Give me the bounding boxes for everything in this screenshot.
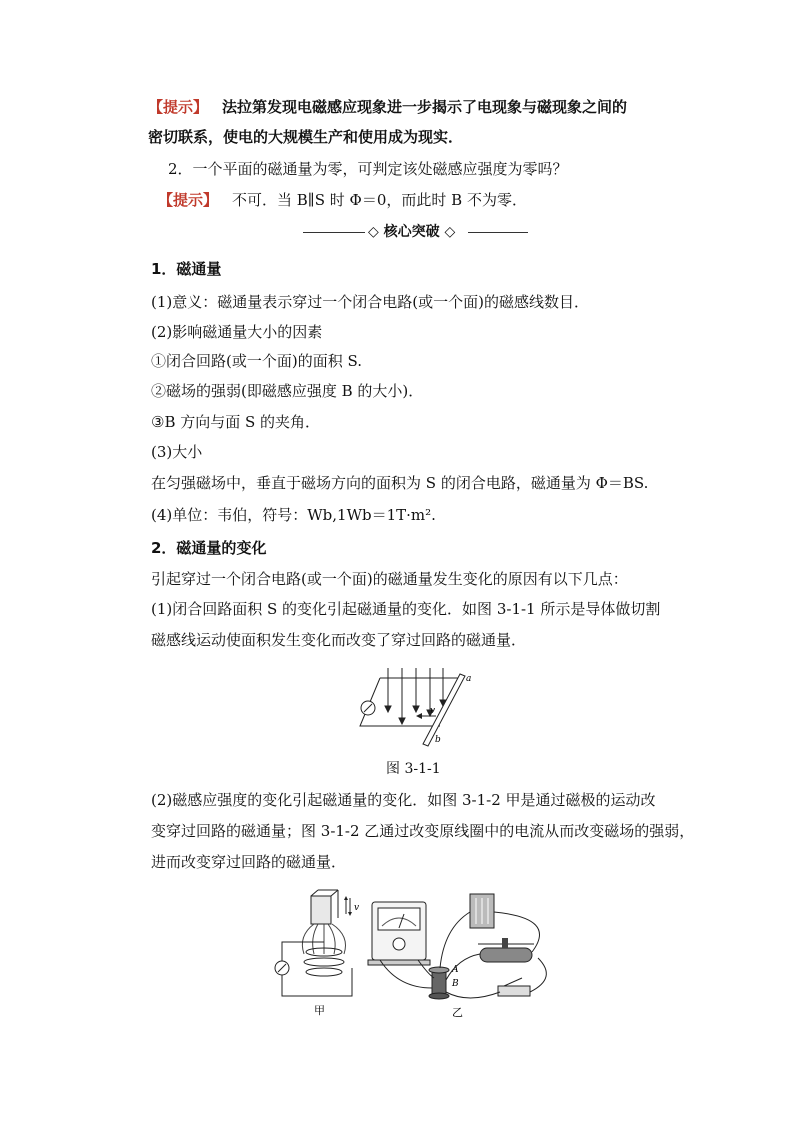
label-b: b	[435, 735, 441, 745]
hint-paragraph-1	[148, 97, 627, 117]
hint-text-continued: 密切联系，使电的大规模生产和使用成为现实．	[148, 128, 464, 146]
section-title: ◇ 核心突破 ◇	[368, 224, 456, 240]
heading-magnetic-flux: 1．磁通量	[151, 260, 222, 278]
label-v: v	[354, 903, 360, 913]
flux-unit: (4)单位：韦伯，符号：Wb,1Wb＝1T·m².	[151, 506, 436, 524]
question-2: 2．一个平面的磁通量为零，可判定该处磁感应强度为零吗？	[168, 160, 568, 178]
hint-paragraph-2	[158, 190, 527, 210]
paragraph-field-change-2: 变穿过回路的磁通量；图 3-1-2 乙通过改变原线圈中的电流从而改变磁场的强弱，	[151, 822, 695, 840]
heading-flux-change: 2．磁通量的变化	[151, 539, 267, 557]
label-a: a	[466, 674, 472, 684]
label-v: v	[430, 706, 436, 716]
paragraph-area-change-2: 磁感线运动使面积发生变化而改变了穿过回路的磁通量．	[151, 631, 527, 649]
switch	[498, 986, 530, 996]
figure-3-1-1-caption: 图 3-1-1	[386, 761, 441, 777]
flux-factors-heading: (2)影响磁通量大小的因素	[151, 323, 323, 341]
hint-tag: 【提示】	[158, 191, 219, 209]
label-B: B	[452, 979, 459, 989]
rheostat	[480, 948, 532, 962]
paragraph-field-change-1: (2)磁感应强度的变化引起磁通量的变化．如图 3-1-2 甲是通过磁极的运动改	[151, 791, 656, 809]
flux-change-intro: 引起穿过一个闭合电路(或一个面)的磁通量发生变化的原因有以下几点：	[151, 570, 628, 588]
bar-magnet	[311, 896, 331, 924]
figure-3-1-2	[268, 888, 568, 1024]
flux-meaning: (1)意义：磁通量表示穿过一个闭合电路(或一个面)的磁感线数目．	[151, 293, 589, 311]
flux-size-heading: (3)大小	[151, 443, 203, 461]
section-divider-left	[303, 232, 365, 233]
primary-coil	[432, 970, 446, 996]
hint-tag: 【提示】	[148, 98, 209, 116]
figure-3-1-1	[340, 664, 490, 750]
section-divider-right	[468, 232, 528, 233]
label-A: A	[452, 965, 459, 975]
paragraph-field-change-3: 进而改变穿过回路的磁通量．	[151, 853, 347, 871]
hint-text: 不可．当 B∥S 时 Φ＝0，而此时 B 不为零．	[232, 191, 527, 209]
hint-text: 法拉第发现电磁感应现象进一步揭示了电现象与磁现象之间的	[222, 98, 628, 116]
label-yi: 乙	[452, 1006, 463, 1019]
flux-size-text: 在匀强磁场中，垂直于磁场方向的面积为 S 的闭合电路，磁通量为 Φ＝BS.	[151, 474, 649, 492]
paragraph-area-change-1: (1)闭合回路面积 S 的变化引起磁通量的变化．如图 3-1-1 所示是导体做切割	[151, 600, 661, 618]
flux-factor-1: ①闭合回路(或一个面)的面积 S.	[151, 352, 362, 370]
flux-factor-2: ②磁场的强弱(即磁感应强度 B 的大小)．	[151, 382, 424, 400]
label-jia: 甲	[314, 1004, 325, 1017]
flux-factor-3: ③B 方向与面 S 的夹角．	[151, 413, 321, 431]
